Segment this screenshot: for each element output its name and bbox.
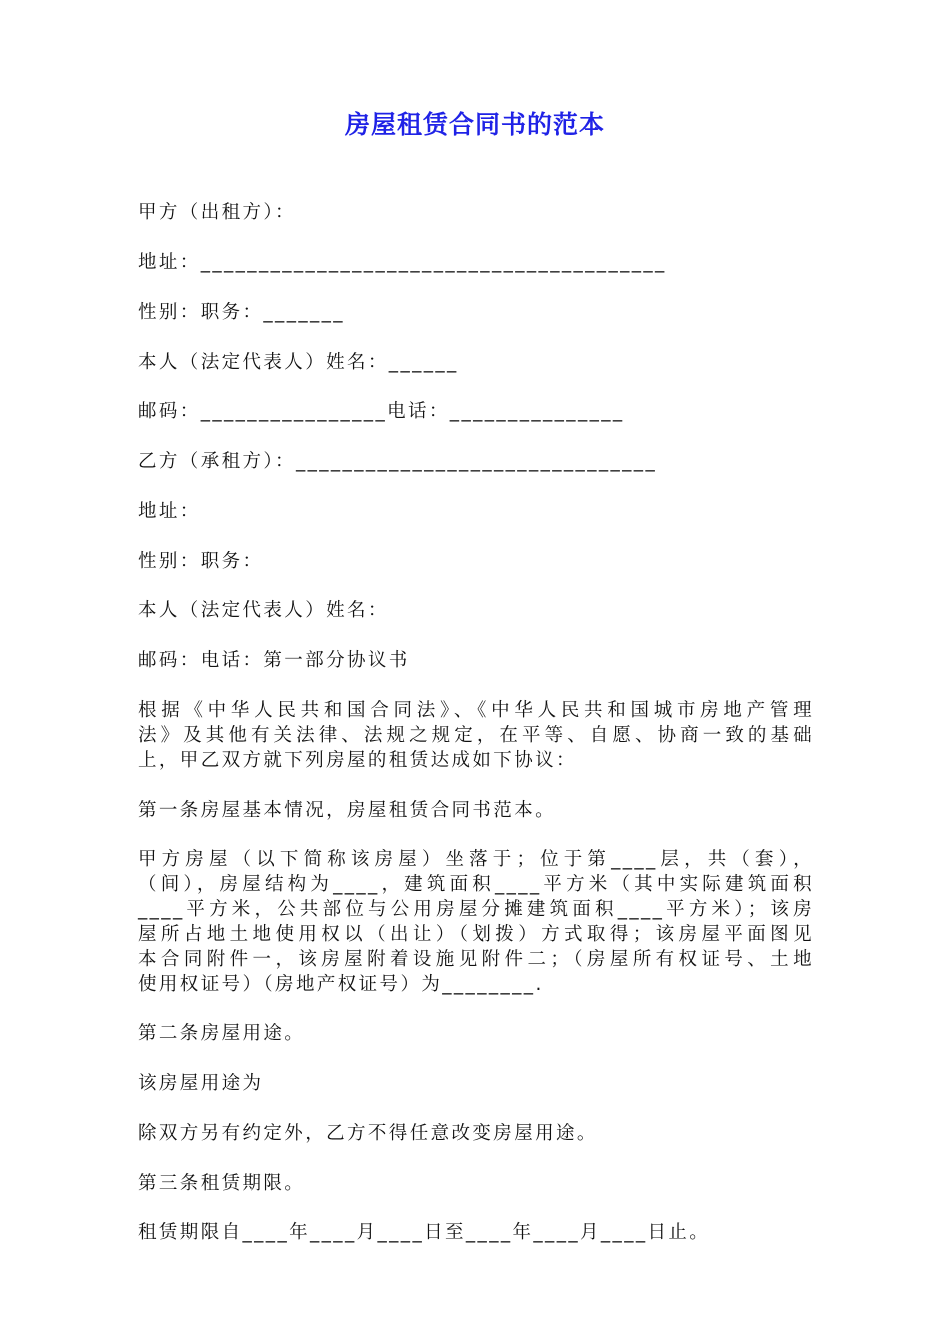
article-1-line: 屋所占地土地使用权以（出让）（划拨）方式取得；该房屋平面图见 (138, 924, 814, 945)
article-3-title: 第三条租赁期限。 (138, 1173, 306, 1194)
article-2-restriction: 除双方另有约定外，乙方不得任意改变房屋用途。 (138, 1123, 598, 1144)
party-b-representative: 本人（法定代表人）姓名： (138, 600, 389, 621)
preamble-line: 法》及其他有关法律、法规之规定，在平等、自愿、协商一致的基础 (138, 725, 814, 746)
party-b-heading: 乙方（承租方）：_______________________________ (138, 451, 658, 472)
document-title: 房屋租赁合同书的范本 (344, 110, 605, 139)
article-1-paragraph (138, 847, 814, 997)
party-a-address: 地址：________________________________________ (138, 252, 667, 273)
party-a-heading: 甲方（出租方）： (138, 202, 296, 223)
article-1-title: 第一条房屋基本情况，房屋租赁合同书范本。 (138, 800, 557, 821)
party-a-zip-phone: 邮码：________________电话：_______________ (138, 401, 625, 422)
article-1-line: 本合同附件一，该房屋附着设施见附件二；（房屋所有权证号、土地 (138, 949, 814, 970)
article-2-title: 第二条房屋用途。 (138, 1023, 306, 1044)
party-a-representative: 本人（法定代表人）姓名：______ (138, 352, 459, 373)
party-a-gender-position: 性别：职务：_______ (138, 302, 345, 323)
party-b-zip-phone: 邮码：电话：第一部分协议书 (138, 650, 410, 671)
preamble-line: 根据《中华人民共和国合同法》、《中华人民共和国城市房地产管理 (138, 700, 814, 721)
article-1-line: 使用权证号）（房地产权证号）为________. (138, 974, 544, 995)
preamble-paragraph (138, 698, 814, 773)
article-2-usage: 该房屋用途为 (138, 1073, 264, 1094)
article-1-line: 甲方房屋（以下简称该房屋）坐落于；位于第____层，共（套）， (138, 849, 814, 870)
article-1-line: ____平方米，公共部位与公用房屋分摊建筑面积____平方米）；该房 (138, 899, 814, 920)
party-b-address: 地址： (138, 501, 201, 522)
article-3-term: 租赁期限自____年____月____日至____年____月____日止。 (138, 1222, 711, 1243)
party-b-gender-position: 性别：职务： (138, 551, 264, 572)
preamble-line: 上，甲乙双方就下列房屋的租赁达成如下协议： (138, 750, 577, 771)
article-1-line: （间），房屋结构为____，建筑面积____平方米（其中实际建筑面积 (138, 874, 814, 895)
